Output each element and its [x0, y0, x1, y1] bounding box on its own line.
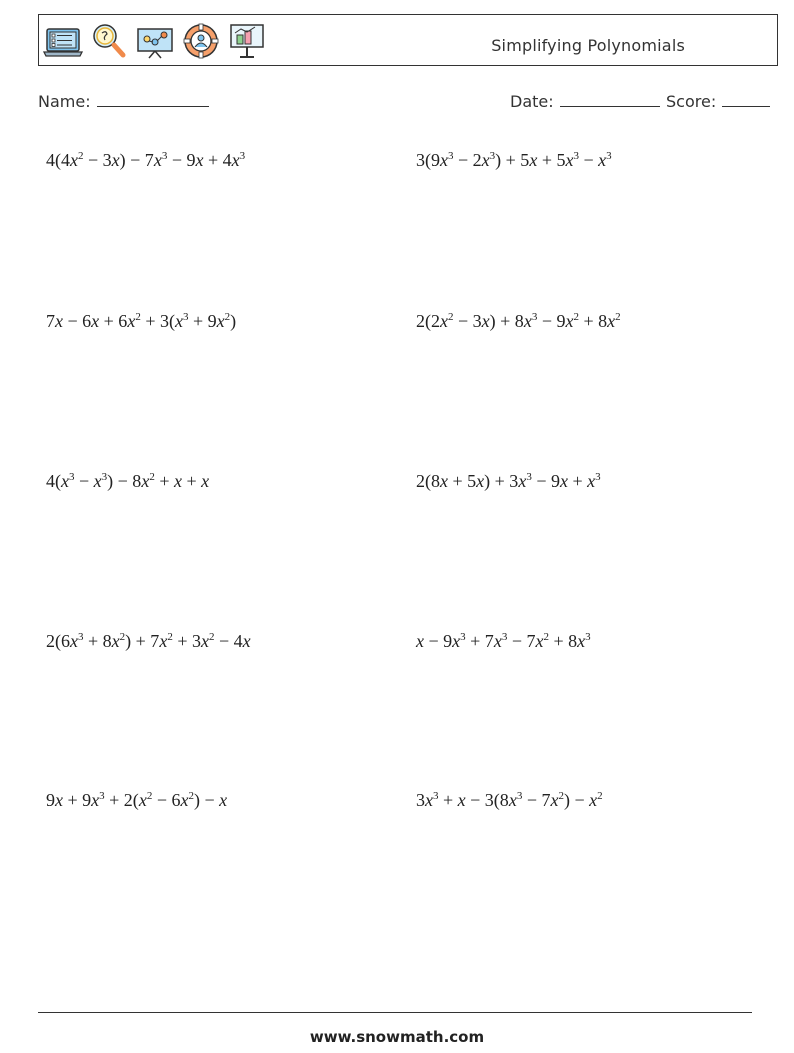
problem-3: $7x - 6x + 6x^2 + 3(x^3 + 9x^2)$ [46, 311, 237, 331]
name-label: Name: [38, 92, 91, 111]
score-label: Score: [666, 92, 717, 111]
magnifier-icon [89, 21, 129, 61]
date-field[interactable] [510, 90, 660, 111]
name-field[interactable] [38, 90, 209, 111]
problem-7: $2(6x^3 + 8x^2) + 7x^2 + 3x^2 - 4x$ [46, 631, 251, 651]
worksheet-title: Simplifying Polynomials [491, 36, 685, 55]
score-field[interactable] [666, 90, 770, 111]
header-icons [43, 18, 267, 64]
problem-4: $2(2x^2 - 3x) + 8x^3 - 9x^2 + 8x^2$ [416, 311, 621, 331]
laptop-list-icon [43, 21, 83, 61]
score-blank[interactable] [722, 90, 770, 107]
problem-9: $9x + 9x^3 + 2(x^2 - 6x^2) - x$ [46, 790, 228, 810]
name-blank[interactable] [97, 90, 209, 107]
problem-1: $4(4x^2 - 3x) - 7x^3 - 9x + 4x^3$ [46, 150, 246, 170]
date-blank[interactable] [560, 90, 660, 107]
easel-chart-icon [227, 21, 267, 61]
problem-2: $3(9x^3 - 2x^3) + 5x + 5x^3 - x^3$ [416, 150, 612, 170]
worksheet-header [38, 14, 778, 66]
date-label: Date: [510, 92, 554, 111]
problem-8: $x - 9x^3 + 7x^3 - 7x^2 + 8x^3$ [416, 631, 591, 651]
lifebuoy-user-icon [181, 21, 221, 61]
presentation-board-icon [135, 21, 175, 61]
problem-6: $2(8x + 5x) + 3x^3 - 9x + x^3$ [416, 471, 601, 491]
problem-5: $4(x^3 - x^3) - 8x^2 + x + x$ [46, 471, 210, 491]
problem-10: $3x^3 + x - 3(8x^3 - 7x^2) - x^2$ [416, 790, 603, 810]
footer-site-link[interactable]: www.snowmath.com [309, 1028, 485, 1046]
footer-divider [38, 1012, 752, 1013]
